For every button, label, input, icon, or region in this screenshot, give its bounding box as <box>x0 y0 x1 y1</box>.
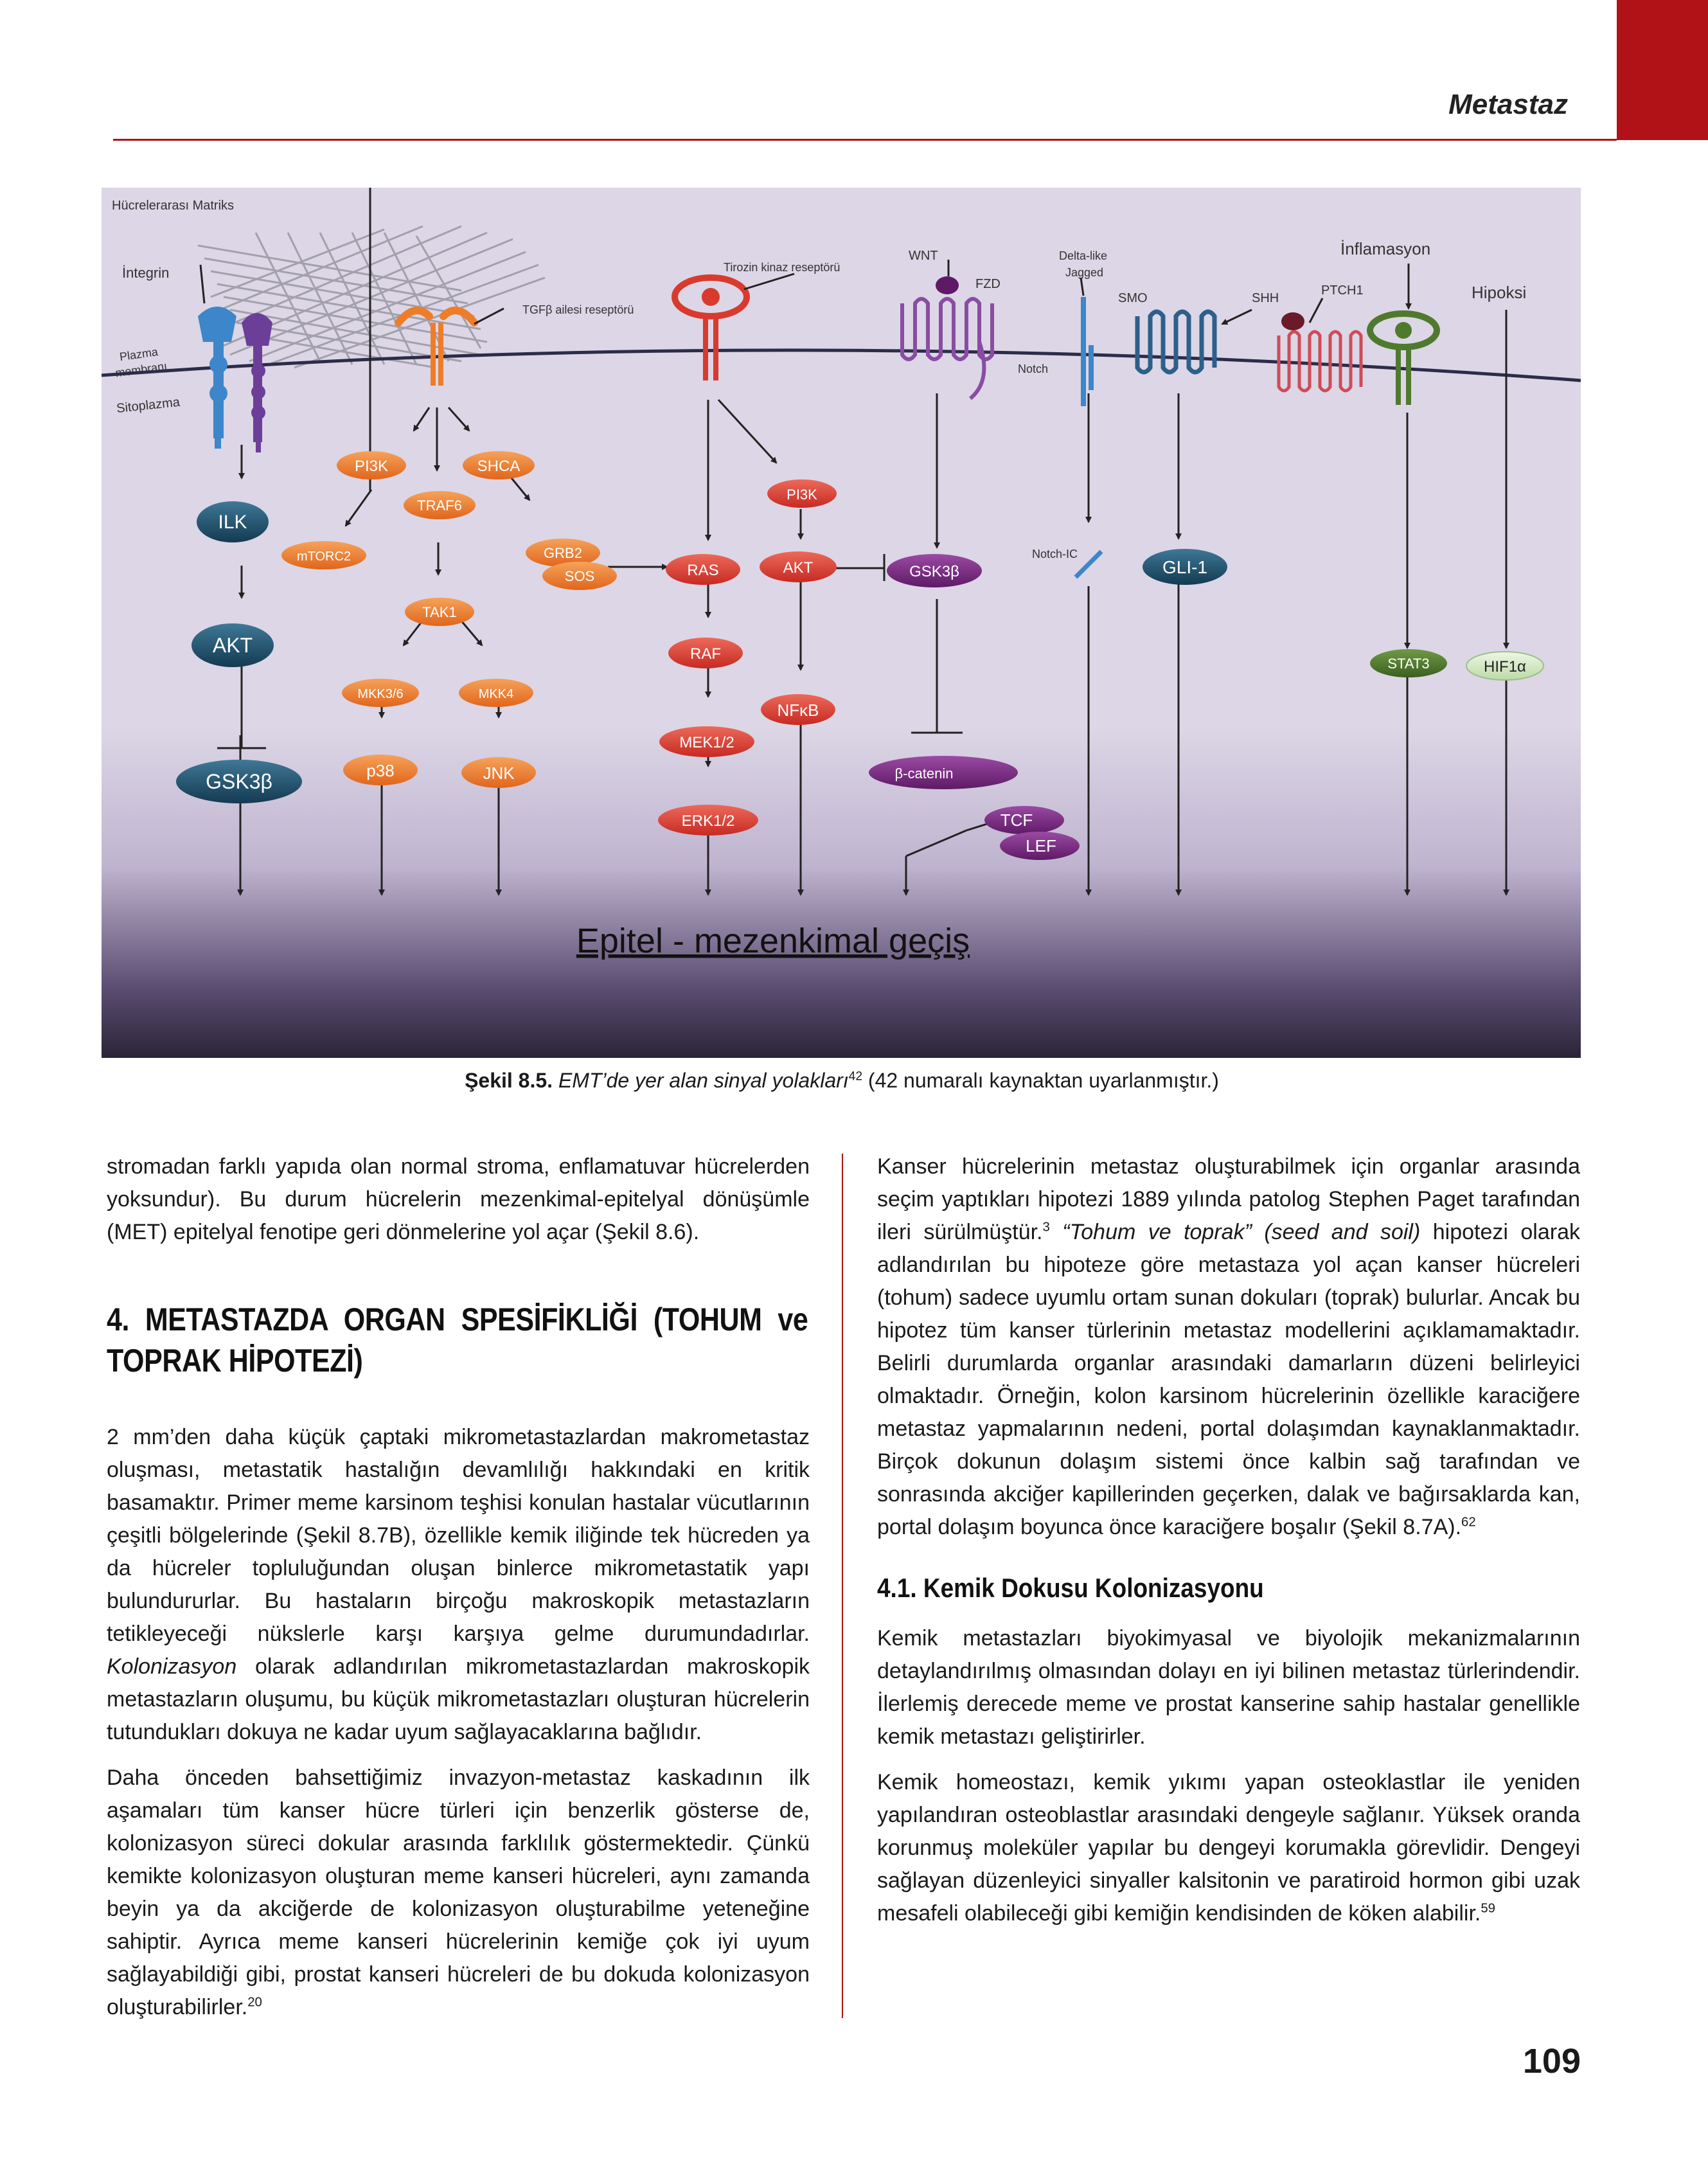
svg-text:MKK4: MKK4 <box>478 687 514 701</box>
node-akt-left <box>191 623 274 667</box>
caption-title: EMT’de yer alan sinyal yolakları <box>558 1069 849 1092</box>
node-hif1a <box>1466 652 1543 680</box>
node-mkk4 <box>459 679 533 707</box>
node-mkk36 <box>342 679 419 707</box>
svg-text:ERK1/2: ERK1/2 <box>681 812 735 830</box>
node-p38 <box>343 755 418 785</box>
right-paragraph-1: Kanser hücrelerinin metastaz oluşturabilmek için organlar arasında seçim yaptıkları hipotezi 1889 yılında patolog Stephen Paget tarafından ileri sürülmüştür.$^3$ “Tohum ve toprak” (seed and soil) hipotezi olarak adlandırılan bu hipoteze göre metastaza yol açan kanser hücreleri (tohum) sadece uyumlu ortam sunan dokuları (toprak) bulurlar. Ancak bu hipotez tüm kanser türlerinin metastaz modellerini açıklamamaktadır. Belirli durumlarda organlar arasındaki damarların düzeni belirleyici olmaktadır. Örneğin, kolon karsinom hücrelerinin özellikle karaciğere metastaz yapmalarının nedeni, portal dolaşımdan kaynaklanmaktadır. Birçok dokunun dolaşım sistemi önce kalbin sağ tarafından ve sonrasında akciğer kapillerinden geçerken, dalak ve bağırsaklarda kan, portal dolaşım boyunca önce karaciğere boşalır (Şekil 8.7A).$^{62}$ <box>877 1154 1580 1539</box>
node-traf6 <box>404 491 476 519</box>
term-seed-and-soil: “Tohum ve toprak” (seed and soil) <box>1062 1220 1421 1244</box>
node-gsk3b-mid <box>887 554 982 587</box>
ref-62: 62 <box>1461 1515 1476 1530</box>
svg-text:MEK1/2: MEK1/2 <box>679 734 734 751</box>
node-gli1 <box>1143 549 1227 585</box>
label-shh: SHH <box>1252 291 1279 305</box>
right-column <box>877 1150 1580 1930</box>
svg-text:LEF: LEF <box>1026 836 1056 855</box>
svg-text:MKK3/6: MKK3/6 <box>357 687 404 701</box>
figure-caption <box>103 1069 1581 1093</box>
label-notch-ic: Notch-IC <box>1032 548 1078 560</box>
svg-text:ILK: ILK <box>218 512 247 533</box>
label-wnt: WNT <box>909 249 938 263</box>
left-paragraph-3: Daha önceden bahsettiğimiz invazyon-metastaz kaskadının ilk aşamaları tüm kanser hücre türleri için benzerlik gösterse de, kolonizasyon süreci dokular arasında farklılık göstermektedir. Çünkü kemikte kolonizasyon oluşturan meme kanseri hücreleri, aynı zamanda beyin ya da akciğerde de kolonizasyon oluşturabilme yeteneğine sahiptir. Ayrıca meme kanseri hücrelerinin kemiğe çok iyi uyum sağlayabildiği gibi, prostat kanseri hücreleri de bu dokuda kolonizasyon oluşturabilirler.$^{20}$ <box>107 1766 810 2019</box>
label-cytoplasm: Sitoplazma <box>116 395 181 416</box>
right-paragraph-3: Kemik homeostazı, kemik yıkımı yapan osteoklastlar ile yeniden yapılandıran osteoblastlar arasındaki dengeyle sağlanır. Yüksek oranda korunmuş moleküler yapılar bu dengeyi korumakla görevlidir. Dengeyi sağlayan düzenleyici sinyaller kalsitonin ve paratiroid hormon gibi uzak mesafeli olabileceği gibi kemiğin kendisinden de köken alabilir.$^{59}$ <box>877 1770 1580 1926</box>
left-paragraph-1: stromadan farklı yapıda olan normal stroma, enflamatuvar hücrelerden yoksundur). Bu durum hücrelerin mezenkimal-epitelyal dönüşümle (MET) epitelyal fenotipe geri dönmelerine yol açar (Şekil 8.6). <box>107 1154 810 1244</box>
section-heading: 4. METASTAZDA ORGAN SPESİFİKLİĞİ (TOHUM ve TOPRAK HİPOTEZİ) <box>107 1301 808 1379</box>
node-shca <box>463 451 535 479</box>
svg-text:SHCA: SHCA <box>477 458 520 475</box>
right-paragraph-2: Kemik metastazları biyokimyasal ve biyolojik mekanizmalarının detaylandırılmış olmasından dolayı en iyi bilinen metastaz türlerindendir. İlerlemiş derecede meme ve prostat kanserine sahip hastalar genellikle kemik metastazı geliştirirler. <box>877 1626 1580 1749</box>
node-sos <box>542 562 617 590</box>
node-ilk <box>197 501 269 542</box>
node-tak1 <box>405 598 474 626</box>
ref-59: 59 <box>1481 1901 1496 1916</box>
term-kolonizasyon: Kolonizasyon <box>107 1654 237 1679</box>
node-nfkb <box>761 694 835 725</box>
svg-text:RAS: RAS <box>687 562 719 579</box>
label-tyrosine-kinase-receptor: Tirozin kinaz reseptörü <box>724 261 841 274</box>
svg-text:p38: p38 <box>366 761 395 780</box>
header-accent-block <box>1617 0 1708 140</box>
ref-20: 20 <box>247 1995 262 2010</box>
node-jnk <box>461 757 536 788</box>
node-pi3k-2 <box>767 479 837 508</box>
svg-text:SOS: SOS <box>564 568 595 584</box>
svg-text:TCF: TCF <box>1000 810 1033 830</box>
svg-text:GRB2: GRB2 <box>544 545 582 561</box>
svg-text:mTORC2: mTORC2 <box>296 550 351 564</box>
left-paragraph-2: 2 mm’den daha küçük çaptaki mikrometastazlardan makrometastaz oluşması, metastatik hastalığın devamlılığı hakkındaki en kritik basamaktır. Primer meme karsinom teşhisi konulan hastalar vücutlarının çeşitli bölgelerinde (Şekil 8.7B), özellikle kemik iliğinde tek hücreden ya da hücreler topluluğundan oluşan binlerce mikrometastatik yapı bulundururlar. Bu hastaların birçoğu makroskopik metastazların tetikleyeceği nükslerle karşı karşıya gelme durumundadırlar. Kolonizasyon olarak adlandırılan mikrometastazlardan makroskopik metastazların oluşumu, bu küçük mikrometastazları oluşturan hücrelerin tutundukları dokuya ne kadar uyum sağlayacaklarına bağlıdır. <box>107 1425 810 1744</box>
node-gsk3b-left <box>176 760 302 803</box>
svg-text:β-catenin: β-catenin <box>894 765 954 782</box>
node-stat3 <box>1370 649 1447 677</box>
svg-text:HIF1α: HIF1α <box>1484 658 1526 675</box>
svg-text:GSK3β: GSK3β <box>206 770 272 793</box>
running-header: Metastaz <box>1448 89 1568 120</box>
node-mtorc2 <box>281 541 366 569</box>
label-matrix: Hücrelerarası Matriks <box>112 199 235 213</box>
header-rule <box>113 139 1617 141</box>
label-membrane: membranı <box>114 359 168 380</box>
svg-text:AKT: AKT <box>212 634 253 657</box>
svg-text:PI3K: PI3K <box>354 458 389 475</box>
svg-text:TRAF6: TRAF6 <box>417 497 462 514</box>
node-mek <box>659 726 754 757</box>
smo-receptor <box>1137 312 1214 372</box>
svg-text:AKT: AKT <box>783 559 814 577</box>
svg-text:PI3K: PI3K <box>787 487 817 503</box>
node-erk <box>658 805 758 836</box>
caption-label: Şekil 8.5. <box>465 1069 553 1092</box>
label-jagged: Jagged <box>1065 266 1104 279</box>
ref-3: 3 <box>1042 1220 1050 1235</box>
svg-text:GLI-1: GLI-1 <box>1162 557 1208 577</box>
label-delta-like: Delta-like <box>1059 249 1108 262</box>
label-ptch1: PTCH1 <box>1321 283 1364 298</box>
label-smo: SMO <box>1118 291 1148 305</box>
label-fzd: FZD <box>975 277 1001 291</box>
svg-text:NFκB: NFκB <box>777 701 819 720</box>
left-column <box>107 1150 810 2024</box>
emt-signaling-figure <box>102 188 1581 1058</box>
label-tgfb-receptor: TGFβ ailesi reseptörü <box>522 303 634 316</box>
node-ras <box>666 554 740 585</box>
node-akt-mid <box>760 551 837 582</box>
label-inflammation: İnflamasyon <box>1340 239 1431 258</box>
svg-text:RAF: RAF <box>690 645 721 663</box>
node-raf <box>668 638 743 668</box>
label-hypoxia: Hipoksi <box>1472 283 1527 302</box>
label-notch: Notch <box>1018 362 1049 375</box>
node-bcatenin <box>869 756 1018 789</box>
node-tcf <box>984 806 1064 834</box>
subsection-heading: 4.1. Kemik Dokusu Kolonizasyonu <box>877 1573 1264 1603</box>
svg-text:TAK1: TAK1 <box>422 604 457 620</box>
page-number: 109 <box>1522 2042 1581 2080</box>
svg-text:GSK3β: GSK3β <box>909 563 959 580</box>
label-emt: Epitel - mezenkimal geçiş <box>576 922 970 960</box>
node-pi3k-1 <box>337 451 406 479</box>
caption-ref: 42 <box>848 1069 863 1084</box>
label-integrin: İntegrin <box>122 265 170 281</box>
label-plasma: Plazma <box>118 345 159 364</box>
svg-text:JNK: JNK <box>483 764 515 783</box>
node-lef <box>1000 832 1080 860</box>
svg-text:STAT3: STAT3 <box>1387 656 1430 672</box>
caption-note: (42 numaralı kaynaktan uyarlanmıştır.) <box>867 1069 1219 1092</box>
column-divider <box>842 1154 843 2018</box>
